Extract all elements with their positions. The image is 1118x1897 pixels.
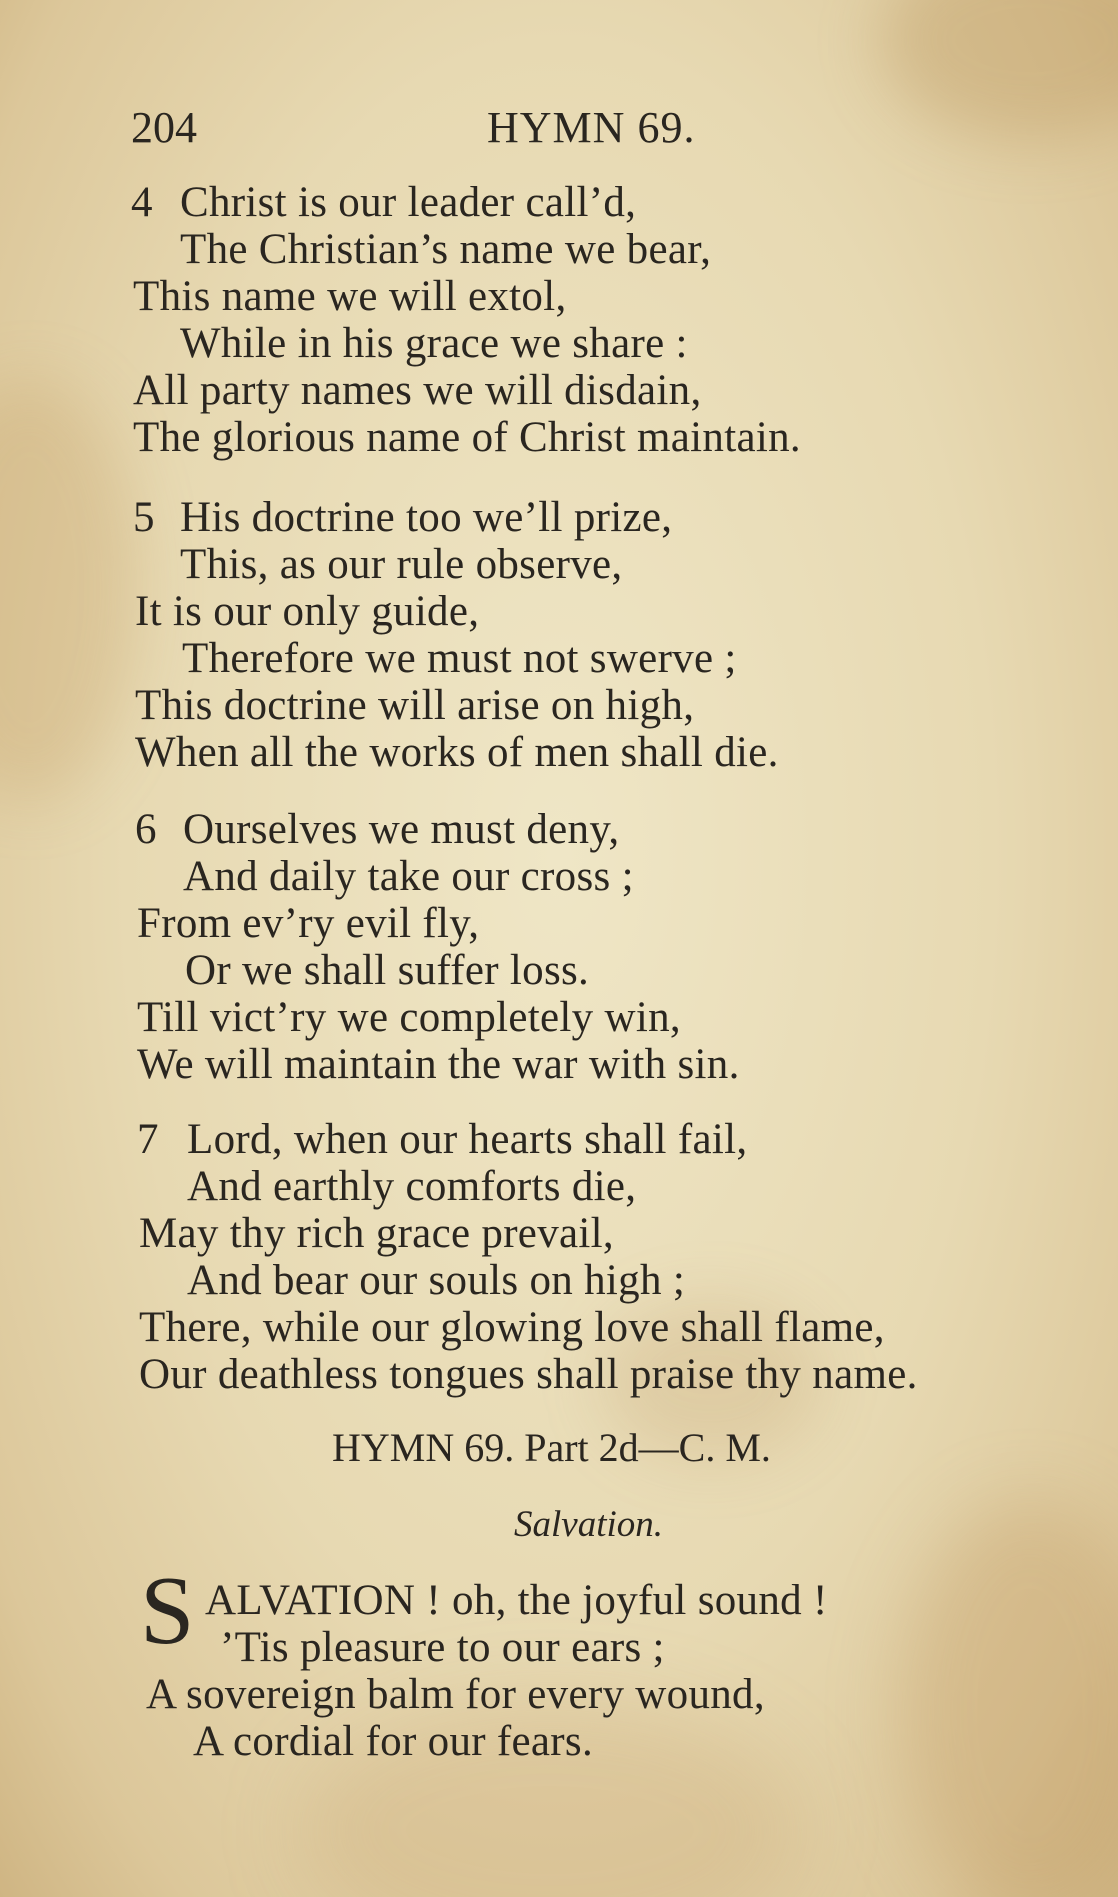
paper-stain xyxy=(900,1500,1118,1897)
verse-line: A sovereign balm for every wound, xyxy=(146,1671,765,1718)
verse-line: Christ is our leader call’d, xyxy=(180,179,637,226)
verse-line: The glorious name of Christ maintain. xyxy=(133,414,801,461)
verse-line: And bear our souls on high ; xyxy=(187,1257,686,1304)
verse-line: Or we shall suffer loss. xyxy=(185,947,590,994)
verse-line: And earthly comforts die, xyxy=(187,1163,637,1210)
verse-line: And daily take our cross ; xyxy=(183,853,634,900)
verse-line: When all the works of men shall die. xyxy=(135,729,779,776)
verse-line: His doctrine too we’ll prize, xyxy=(180,494,673,541)
paper-stain xyxy=(0,380,140,800)
verse-line: This, as our rule observe, xyxy=(180,541,623,588)
verse-line: All party names we will disdain, xyxy=(133,367,702,414)
page-number: 204 xyxy=(131,103,197,152)
verse-line: ALVATION ! oh, the joyful sound ! xyxy=(205,1577,828,1624)
verse-line: ’Tis pleasure to our ears ; xyxy=(220,1624,665,1671)
running-title: HYMN 69. xyxy=(487,103,696,152)
verse-line: A cordial for our fears. xyxy=(193,1718,594,1765)
verse-line: Till vict’ry we completely win, xyxy=(137,994,681,1041)
verse-line: This name we will extol, xyxy=(133,273,567,320)
verse-line: The Christian’s name we bear, xyxy=(180,226,712,273)
stanza-number: 6 xyxy=(135,806,157,853)
verse-line: May thy rich grace prevail, xyxy=(139,1210,614,1257)
verse-line: While in his grace we share : xyxy=(180,320,688,367)
paper-stain xyxy=(880,0,1118,140)
hymn-subtitle: Salvation. xyxy=(514,1504,664,1545)
drop-cap: S xyxy=(140,1557,195,1665)
stanza-number: 5 xyxy=(133,494,155,541)
verse-line: We will maintain the war with sin. xyxy=(137,1041,740,1088)
verse-line: Therefore we must not swerve ; xyxy=(182,635,737,682)
stanza-number: 4 xyxy=(131,179,153,226)
verse-line: There, while our glowing love shall flame, xyxy=(139,1304,885,1351)
verse-line: Ourselves we must deny, xyxy=(183,806,620,853)
hymn-title: HYMN 69. Part 2d—C. M. xyxy=(332,1425,771,1470)
verse-line: Lord, when our hearts shall fail, xyxy=(187,1116,748,1163)
verse-line: It is our only guide, xyxy=(135,588,480,635)
verse-line: This doctrine will arise on high, xyxy=(135,682,695,729)
stanza-number: 7 xyxy=(137,1116,159,1163)
verse-line: From ev’ry evil fly, xyxy=(137,900,480,947)
verse-line: Our deathless tongues shall praise thy name. xyxy=(139,1351,918,1398)
